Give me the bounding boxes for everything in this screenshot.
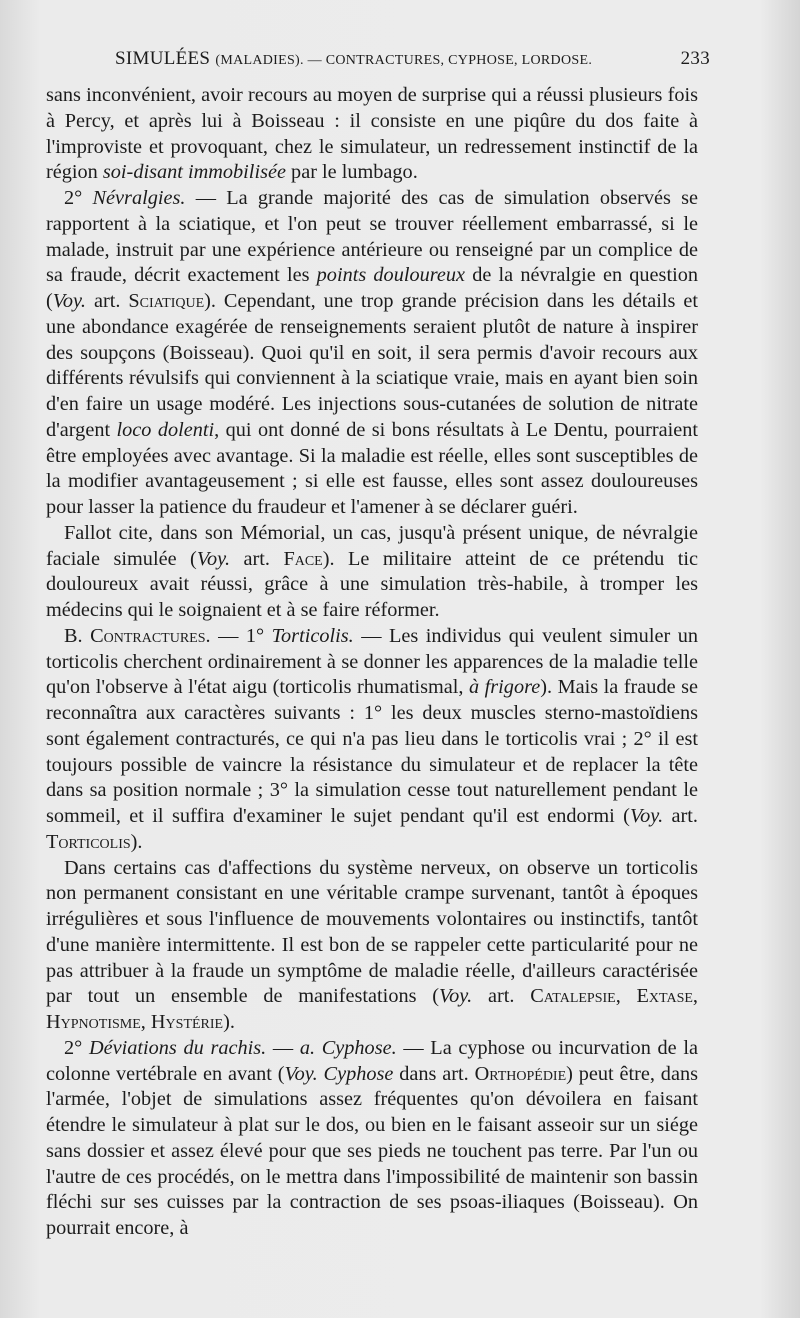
heading-torticolis: Torticolis. — [271, 624, 354, 647]
paragraph-lumbago: sans inconvénient, avoir recours au moyen de surprise qui a réussi plusieurs fois à Percy, et après lui à Boisseau : il consiste en une piqûre du dos faite à l'improviste et provoquant, chez le simulateur, un redressement instinctif de la région soi-disant immobilisée par le lumbago. — [46, 84, 698, 184]
heading-deviations-rachis: Déviations du rachis. — [88, 1036, 267, 1059]
page-number: 233 — [680, 48, 710, 69]
paragraph-affections-nerveuses: Dans certains cas d'affections du système nerveux, on observe un torticolis non permanent consistant en une véritable crampe survenant, tantôt à époques irrégulières et sous l'influence de mouvements volontaires ou instinctifs, tantôt d'une manière intermittente. Il est bon de se rappeler cette particularité pour ne pas attribuer à la fraude un symptôme de maladie réelle, d'ailleurs caractérisée par tout un ensemble de manifestations (Voy. art. Catalepsie, Extase, Hypnotisme, Hystérie). — [46, 856, 698, 1033]
cross-reference: Sciatique — [128, 290, 205, 312]
running-head-section: SIMULÉES — [115, 48, 211, 69]
heading-cyphose: a. Cyphose. — [299, 1036, 397, 1059]
cross-reference: Face — [283, 547, 323, 570]
cross-reference: Torticolis — [46, 830, 131, 853]
heading-nevralgies: Névralgies. — [92, 187, 186, 209]
paragraph-nevralgies: 2° Névralgies. — La grande majorité des cas de simulation observés se rapportent à la sciatique, et l'on peut se trouver réellement embarrassé, si le malade, instruit par une expérience antérieure ou renseigné par un complice de sa fraude, décrit exactement les points douloureux de la névralgie en question (Voy. art. Sciatique). Cependant, une trop grande précision dans les détails et une abondance exagérée de renseignements seraient plutôt de nature à inspirer des soupçons (Boisseau). Quoi qu'il en soit, il sera permis d'avoir recours aux différents révulsifs qui conviennent à la sciatique vraie, mais en ayant bien soin d'en faire un usage modéré. Les injections sous-cutanées de solution de nitrate d'argent loco dolenti, qui ont donné de si bons résultats à Le Dentu, pourraient être employées avec avantage. Si la maladie est réelle, elles sont susceptibles de la modifier avantageusement ; si elle est fausse, elles sont assez douloureuses pour lasser la patience du fraudeur et l'amener à se déclarer guéri. — [46, 187, 699, 518]
paragraph-fallot: Fallot cite, dans son Mémorial, un cas, jusqu'à présent unique, de névralgie faciale simulée (Voy. art. Face). Le militaire atteint de ce prétendu tic douloureux avait réussi, grâce à une simulation très-habile, à tromper les médecins qui le soignaient et à se faire réformer. — [46, 521, 698, 621]
cross-reference: Orthopédie — [474, 1062, 567, 1085]
cross-reference: Catalepsie, Extase, Hypnotisme, Hystérie — [46, 985, 698, 1033]
paragraph-contractures: B. Contractures. — 1° Torticolis. — Les individus qui veulent simuler un torticolis cherchent ordinairement à se donner les apparences de la maladie telle qu'on l'observe à l'état aigu (torticolis rhumatismal, à frigore). Mais la fraude se reconnaîtra aux caractères suivants : 1° les deux muscles sterno-mastoïdiens sont également contracturés, ce qui n'a pas lieu dans le torticolis vrai ; 2° il est toujours possible de vaincre la résistance du simulateur et de replacer la tête dans sa position normale ; 3° la simulation cesse tout naturellement pendant le sommeil, et il suffira d'examiner le sujet pendant qu'il est endormi (Voy. art. Torticolis). — [46, 624, 699, 853]
running-head-subsection: (MALADIES). — [215, 53, 304, 68]
running-head-topics: — CONTRACTURES, CYPHOSE, LORDOSE. — [303, 53, 593, 68]
heading-contractures: Contractures. — [90, 624, 211, 647]
paragraph-deviations-rachis: 2° Déviations du rachis. — a. Cyphose. — La cyphose ou incurvation de la colonne vertébrale en avant (Voy. Cyphose dans art. Orthopédie) peut être, dans l'armée, l'objet de simulations assez fréquentes qu'on dévoilera en faisant étendre le simulateur à plat sur le dos, ou bien en le faisant asseoir sur un siége sans dossier et assez élevé pour que ses pieds ne touchent pas terre. Par l'un ou l'autre de ces procédés, on le mettra dans l'impossibilité de maintenir son bassin fléchi sur ses cuisses par la contraction de ses psoas-iliaques (Boisseau). On pourrait encore, à — [46, 1036, 698, 1239]
body-text — [46, 83, 698, 1242]
running-head — [115, 48, 710, 76]
